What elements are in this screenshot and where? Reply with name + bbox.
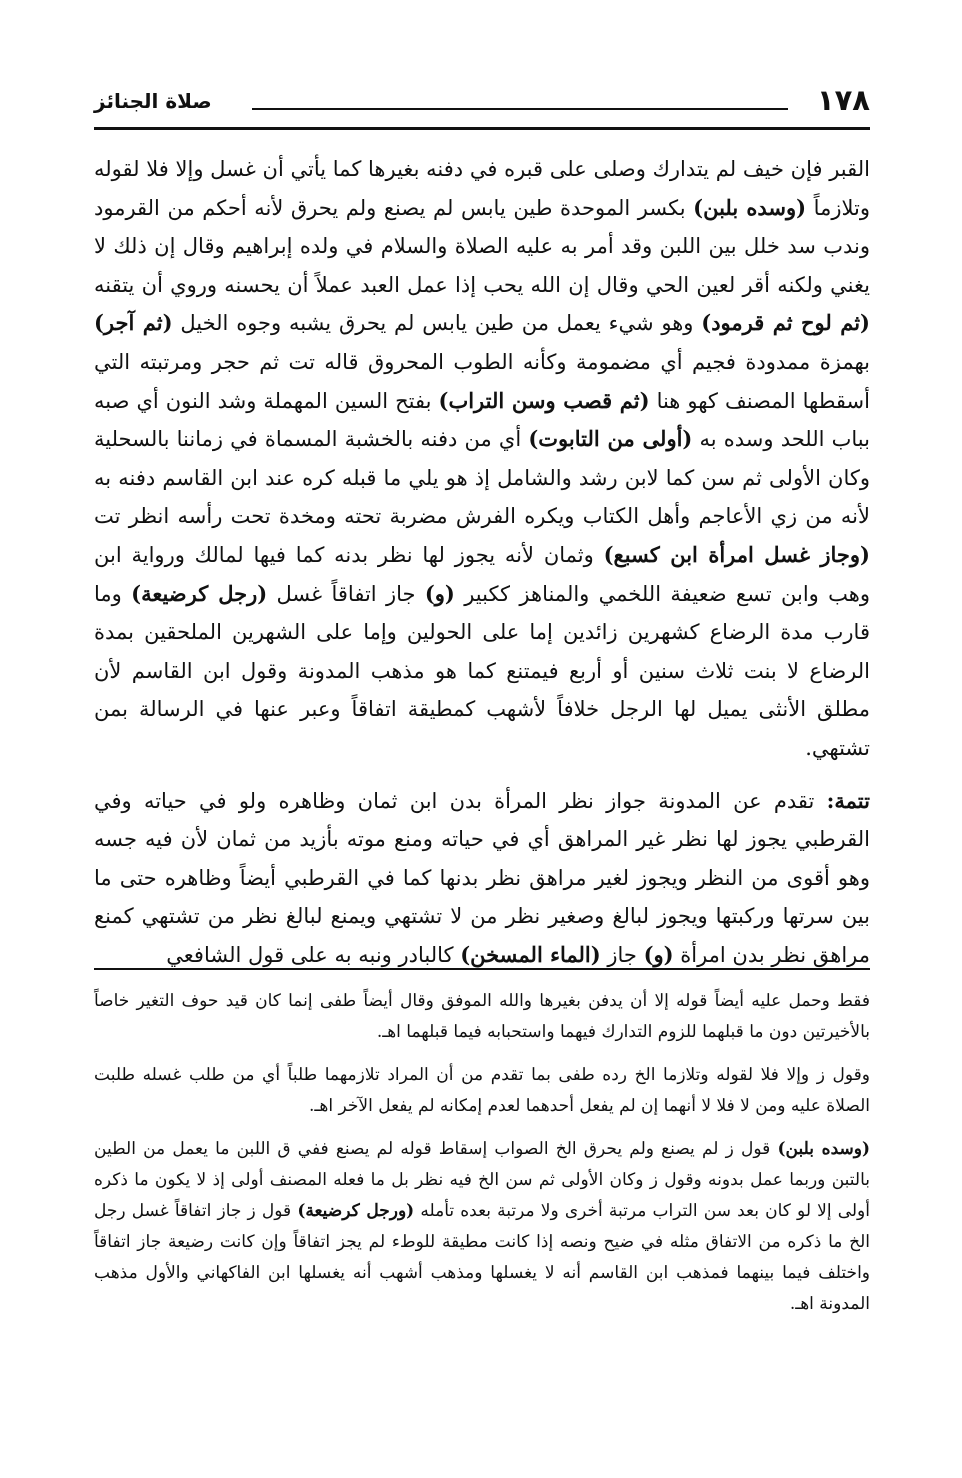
footnotes xyxy=(94,986,870,1320)
text-run: تقدم عن المدونة جواز نظر المرأة بدن ابن ثمان وظاهره ولو في حياته وفي القرطبي يجوز لها نظر غير المراهق أي في حياته ومنع موته بأزيد من ثمان لأن فيه جسه وهو أقوى من النظر ويجوز لغير مراهق نظر بدنها كما في القرطبي أيضاً وظاهره حتى ما بين سرتها وركبتها ويجوز لبالغ وصغير نظر من لا تشتهي ويمنع لبالغ نظر من تشتهي كمنع مراهق نظر بدن امرأة xyxy=(94,788,870,967)
page-number: ١٧٨ xyxy=(816,83,870,117)
text-run: بكسر الموحدة طين يابس لم يصنع ولم يحرق لأنه أحكم من القرمود وندب سد خلل بين اللبن وقد أمر به عليه الصلاة والسلام في ولده إبراهيم وقال إن ذلك لا يغني ولكنه أقر لعين الحي وقال إن الله يحب إذا عمل العبد عملاً أن يحسنه وروي أن يتقنه xyxy=(94,195,870,297)
text-run: أي من دفنه بالخشبة المسماة في زماننا بالسحلية وكان الأولى ثم سن كما لابن رشد والشامل إذ هو يلي ما قبله كره عند ابن القاسم دفنه به لأنه من زي الأعاجم وأهل الكتاب ويكره الفرش مضربة تحته ومخدة تحت رأسه انظر تت xyxy=(94,427,870,529)
main-paragraph-1 xyxy=(94,150,870,768)
matn-quote: (ثم آجر) xyxy=(94,310,173,336)
text-run: كالبادر ونبه به على قول الشافعي xyxy=(166,942,461,967)
text-run: قول ز لم يصنع ولم يحرق الخ الصواب إسقاط قوله لم يصنع ففي ق اللبن ما يعمل من الطين بالتبن وربما عمل بدونه وقول ز وكان الأولى ثم سن الخ فيه نظر بل ما فعله المصنف أولى إذ لا يكون ما ذكره أولى إلا لو كان بعد سن التراب مرتبة أخرى ولا مرتبة بعده تأمله xyxy=(94,1139,870,1221)
footnote-2: وقول ز وإلا فلا لقوله وتلازما الخ رده طفى بما تقدم من أن المراد تلازمهما طلباً أي من طلب غسله طلبت الصلاة عليه ومن لا فلا لا أنهما إن لم يفعل أحدهما لعدم إمكانه لم يفعل الآخر اهـ. xyxy=(94,1065,870,1116)
main-paragraph-2 xyxy=(94,782,870,975)
matn-quote: (وسده بلبن) xyxy=(693,194,807,220)
header-divider xyxy=(252,108,788,110)
header-rule xyxy=(94,127,870,130)
matn-quote: (و) xyxy=(424,580,455,606)
footnote-1: فقط وحمل عليه أيضاً قوله إلا أن يدفن بغيرها والله الموفق وقال أيضاً طفى إنما كان قيد حوف التغير خاصاً بالأخيرتين دون ما قبلهما للزوم التدارك فيهما واستحبابه فيما قبلهما اهـ. xyxy=(94,991,870,1042)
text-run: بهمزة ممدودة فجيم أي مضمومة وكأنه الطوب المحروق قاله تت ثم حجر ومرتبته التي أسقطها المصنف كهو هنا xyxy=(94,349,870,413)
matn-quote: (ثم قصب وسن التراب) xyxy=(438,387,650,413)
matn-quote: (ورجل كرضيعة) xyxy=(297,1201,415,1221)
matn-quote: (الماء المسخن) xyxy=(460,941,601,967)
text-run: جاز اتفاقاً غسل xyxy=(267,581,425,606)
footnote-separator xyxy=(94,968,870,970)
text-run: بفتح السين المهملة وشد النون أي صبه بباب اللحد وسده به xyxy=(94,388,870,452)
matn-quote: (و) xyxy=(643,941,674,967)
chapter-title: صلاة الجنائز xyxy=(94,89,212,113)
text-run: وثمان لأنه يجوز لها نظر بدنه كما فيها لمالك ورواية ابن وهب وابن تسع ضعيفة اللخمي والمناهز ككبير xyxy=(94,542,871,606)
text-run: القبر فإن خيف لم يتدارك وصلى على قبره في دفنه بغيرها كما يأتي أن غسل وإلا فلا لقوله وتلازماً xyxy=(94,157,870,220)
text-run: وهو شيء يعمل من طين يابس لم يحرق يشبه وجوه الخيل xyxy=(172,311,702,336)
matn-quote: (وسده بلبن) xyxy=(777,1139,870,1159)
matn-quote: (ثم لوح ثم قرمود) xyxy=(701,310,870,336)
main-text xyxy=(94,150,870,974)
matn-quote: (وجاز غسل امرأة ابن كسبع) xyxy=(603,541,870,567)
matn-quote: (أولى من التابوت) xyxy=(528,426,693,452)
footnote-3 xyxy=(94,1134,870,1320)
text-run: وما قارب مدة الرضاع كشهرين زائدين إما على الحولين وإما على الشهرين الملحقين بمدة الرضاع لا بنت ثلاث سنين أو أربع فيمتنع كما هو مذهب المدونة وقول ابن القاسم لأن مطلق الأنثى يميل لها الرجل خلافاً لأشهب كمطيقة اتفاقاً وعبر عنها في الرسالة بمن تشتهي. xyxy=(94,581,870,760)
tatimma-label: تتمة: xyxy=(826,787,870,813)
page-header xyxy=(94,82,870,126)
text-run: جاز xyxy=(600,942,644,967)
text-run: قول ز جاز اتفاقاً غسل رجل الخ ما ذكره من الاتفاق مثله في ضيح ونصه إذا كانت مطيقة للوطء لم يجز اتفاقاً وإن كانت رضيعة جاز اتفاقاً واختلف فيما بينهما فمذهب ابن القاسم أنه لا يغسلها ومذهب أشهب أنه يغسلها ابن الفاكهاني والأول مذهب المدونة اهـ. xyxy=(94,1201,870,1314)
matn-quote: (رجل كرضيعة) xyxy=(131,580,268,606)
